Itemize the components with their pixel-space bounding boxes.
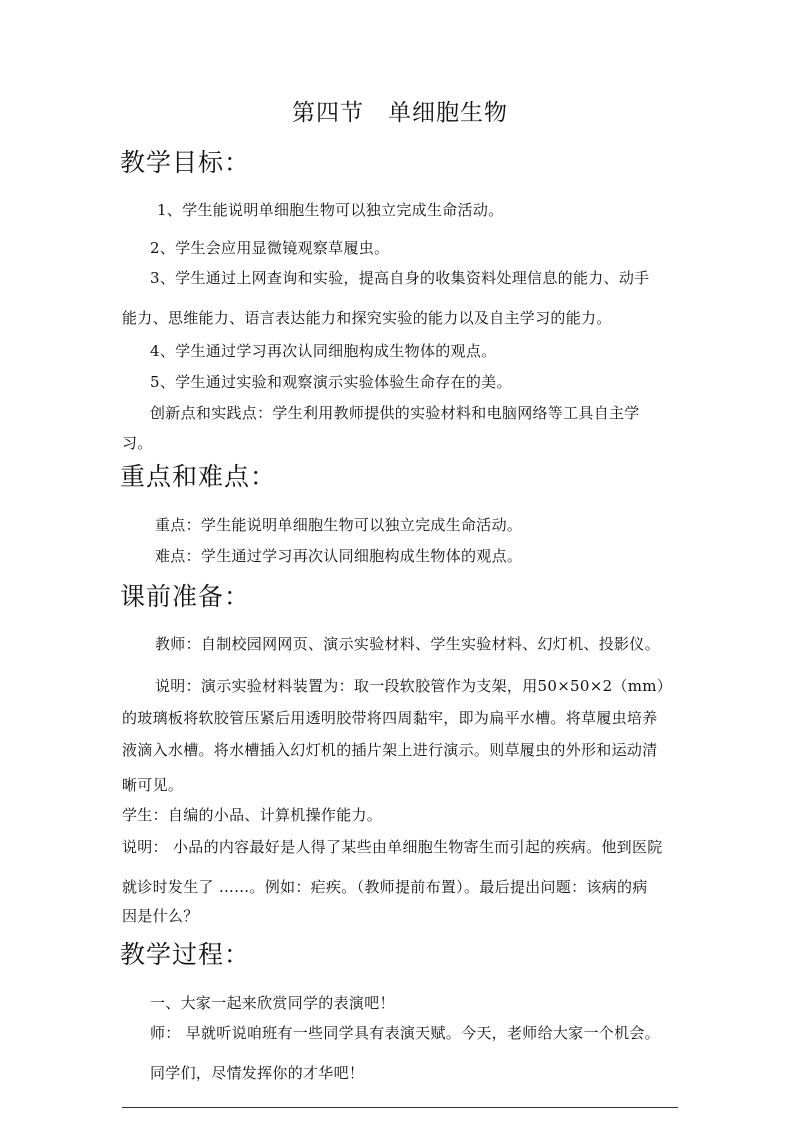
- section-heading-goals: 教学目标：: [120, 148, 251, 177]
- goal-line-2: 2、学生会应用显微镜观察草履虫。: [150, 239, 390, 257]
- goal-line-3-cont: 能力、思维能力、语言表达能力和探究实验的能力以及自主学习的能力。: [122, 309, 612, 327]
- prep-note-line-3: 液滴入水槽。将水槽插入幻灯机的插片架上进行演示。则草履虫的外形和运动清: [122, 741, 658, 759]
- process-line-2: 师： 早就听说咱班有一些同学具有表演天赋。今天，老师给大家一个机会。: [150, 1024, 660, 1042]
- prep-skit-line-2: 就诊时发生了 ……。例如：疟疾。（教师提前布置）。最后提出问题：该病的病: [122, 878, 648, 896]
- bottom-divider: [122, 1107, 678, 1108]
- section-heading-key-points: 重点和难点：: [120, 462, 277, 491]
- prep-skit-line-3: 因是什么？: [122, 907, 199, 925]
- prep-teacher-line: 教师：自制校园网网页、演示实验材料、学生实验材料、幻灯机、投影仪。: [155, 635, 660, 653]
- innovation-line: 创新点和实践点：学生利用教师提供的实验材料和电脑网络等工具自主学: [150, 404, 640, 422]
- process-line-1: 一、大家一起来欣赏同学的表演吧！: [150, 994, 395, 1012]
- goal-line-3: 3、学生通过上网查询和实验，提高自身的收集资料处理信息的能力、动手: [150, 269, 650, 287]
- difficulty-line: 难点：学生通过学习再次认同细胞构成生物体的观点。: [155, 547, 523, 565]
- prep-note-line-4: 晰可见。: [122, 776, 184, 794]
- prep-student-line: 学生：自编的小品、计算机操作能力。: [122, 806, 383, 824]
- process-line-3: 同学们，尽情发挥你的才华吧！: [150, 1064, 365, 1082]
- prep-note-line-1: 说明：演示实验材料装置为：取一段软胶管作为支架，用50×50×2（mm）: [155, 677, 673, 695]
- innovation-line-cont: 习。: [122, 434, 153, 452]
- goal-line-4: 4、学生通过学习再次认同细胞构成生物体的观点。: [150, 342, 497, 360]
- goal-line-5: 5、学生通过实验和观察演示实验体验生命存在的美。: [150, 373, 512, 391]
- section-heading-process: 教学过程：: [120, 940, 251, 969]
- prep-skit-line-1: 说明： 小品的内容最好是人得了某些由单细胞生物寄生而引起的疾病。他到医院: [122, 838, 663, 856]
- key-point-line: 重点：学生能说明单细胞生物可以独立完成生命活动。: [155, 516, 523, 534]
- section-heading-preparation: 课前准备：: [120, 582, 251, 611]
- page-title: 第四节 单细胞生物: [292, 100, 508, 126]
- prep-note-line-2: 的玻璃板将软胶管压紧后用透明胶带将四周黏牢，即为扁平水槽。将草履虫培养: [122, 709, 658, 727]
- goal-line-1: 1、学生能说明单细胞生物可以独立完成生命活动。: [157, 201, 504, 219]
